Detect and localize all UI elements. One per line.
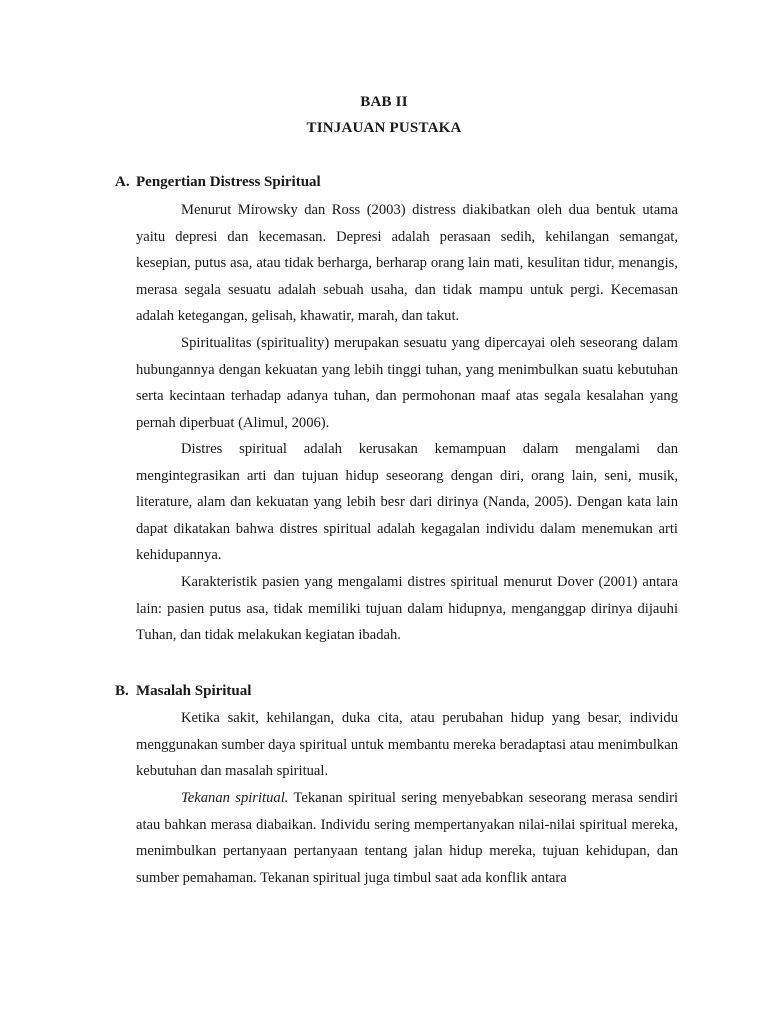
paragraph: Karakteristik pasien yang mengalami distres spiritual menurut Dover (2001) antara lain: pasien putus asa, tidak memiliki tujuan dalam hidupnya, menganggap dirinya dijauhi Tuhan, dan tidak melakukan kegiatan ibadah. <box>136 574 678 644</box>
paragraph <box>136 785 678 891</box>
paragraph-text: Tekanan spiritual sering menyebabkan seseorang merasa sendiri atau bahkan merasa diabaikan. Individu sering mempertanyakan nilai-nilai spiritual mereka, menimbulkan pertanyaan pertanyaan tentang jalan hidup mereka, tujuan kehidupan, dan sumber pemahaman. Tekanan spiritual juga timbul saat ada konflik antara <box>136 790 678 886</box>
italic-lead: Tekanan spiritual. <box>181 790 289 806</box>
paragraph: Distres spiritual adalah kerusakan kemampuan dalam mengalami dan mengintegrasikan arti dan tujuan hidup seseorang dengan diri, orang lain, seni, musik, literature, alam dan kekuatan yang lebih besr dari dirinya (Nanda, 2005). Dengan kata lain dapat dikatakan bahwa distres spiritual adalah kegagalan individu dalam menemukan arti kehidupannya. <box>136 441 678 564</box>
section-number: B. <box>115 683 129 699</box>
section-a-heading <box>115 174 321 191</box>
section-b-heading <box>115 683 251 700</box>
paragraph: Ketika sakit, kehilangan, duka cita, atau perubahan hidup yang besar, individu menggunakan sumber daya spiritual untuk membantu mereka beradaptasi atau menimbulkan kebutuhan dan masalah spiritual. <box>136 710 678 780</box>
paragraph: Menurut Mirowsky dan Ross (2003) distress diakibatkan oleh dua bentuk utama yaitu depresi dan kecemasan. Depresi adalah perasaan sedih, kehilangan semangat, kesepian, putus asa, atau tidak berharga, berharap orang lain mati, kesulitan tidur, menangis, merasa segala sesuatu adalah sebuah usaha, dan tidak mampu untuk pergi. Kecemasan adalah ketegangan, gelisah, khawatir, marah, dan takut. <box>136 202 678 325</box>
chapter-title: TINJAUAN PUSTAKA <box>306 120 462 136</box>
section-title: Pengertian Distress Spiritual <box>136 174 321 190</box>
section-number: A. <box>115 174 130 190</box>
section-title: Masalah Spiritual <box>136 683 252 699</box>
chapter-number: BAB II <box>360 94 408 110</box>
paragraph: Spiritualitas (spirituality) merupakan sesuatu yang dipercayai oleh seseorang dalam hubungannya dengan kekuatan yang lebih tinggi tuhan, yang menimbulkan suatu kebutuhan serta kecintaan terhadap adanya tuhan, dan permohonan maaf atas segala kesalahan yang pernah diperbuat (Alimul, 2006). <box>136 335 678 431</box>
